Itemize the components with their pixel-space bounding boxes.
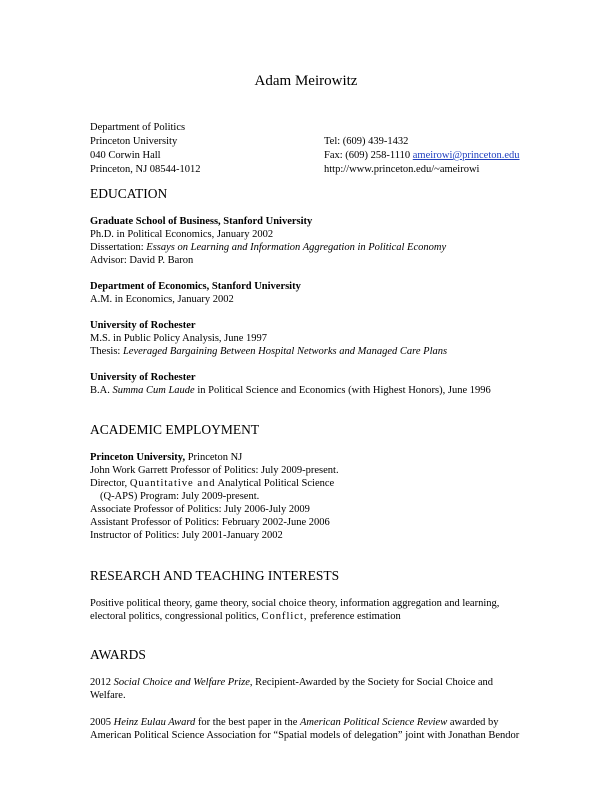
interests-section — [90, 569, 530, 623]
award-item: 2005 Heinz Eulau Award for the best paper in the American Political Science Review awarded by American Political Science Association for “Spatial models of delegation” joint with Jonathan Bendor — [90, 717, 520, 741]
degree: Ph.D. in Political Economics, January 2002 — [90, 229, 274, 240]
education-heading: EDUCATION — [90, 186, 168, 201]
school-name: Department of Economics, Stanford University — [90, 281, 301, 292]
position: John Work Garrett Professor of Politics: July 2009-present. — [90, 465, 339, 476]
position: Associate Professor of Politics: July 2006-July 2009 — [90, 504, 310, 515]
interests-text: Positive political theory, game theory, social choice theory, information aggregation and learning, electoral politics, congressional politics, Conflict, preference estimation — [90, 598, 500, 622]
advisor: Advisor: David P. Baron — [90, 255, 194, 266]
awards-section — [90, 648, 530, 742]
contact-details — [324, 135, 520, 177]
fax: Fax: (609) 258-1110 — [324, 150, 413, 161]
department: Department of Politics — [90, 122, 186, 133]
school-name: Graduate School of Business, Stanford University — [90, 216, 313, 227]
university: Princeton University — [90, 136, 178, 147]
fax-line — [324, 149, 520, 163]
dissertation: Dissertation: Essays on Learning and Information Aggregation in Political Economy — [90, 242, 447, 253]
employment-section — [90, 423, 530, 542]
city-address: Princeton, NJ 08544-1012 — [90, 164, 201, 175]
employment-institution: Princeton University, Princeton NJ — [90, 452, 243, 463]
award-item: 2012 Social Choice and Welfare Prize, Recipient-Awarded by the Society for Social Choice and Welfare. — [90, 677, 494, 701]
school-name: University of Rochester — [90, 320, 196, 331]
degree: A.M. in Economics, January 2002 — [90, 294, 234, 305]
employment-heading: ACADEMIC EMPLOYMENT — [90, 422, 260, 437]
education-entry — [90, 371, 530, 397]
degree: B.A. Summa Cum Laude in Political Science and Economics (with Highest Honors), June 1996 — [90, 385, 491, 396]
degree: M.S. in Public Policy Analysis, June 1997 — [90, 333, 268, 344]
education-entry — [90, 280, 530, 306]
thesis: Thesis: Leveraged Bargaining Between Hospital Networks and Managed Care Plans — [90, 346, 448, 357]
school-name: University of Rochester — [90, 372, 196, 383]
cv-name: Adam Meirowitz — [254, 73, 358, 89]
interests-heading: RESEARCH AND TEACHING INTERESTS — [90, 568, 340, 583]
position: Assistant Professor of Politics: February 2002-June 2006 — [90, 517, 330, 528]
contact-address — [90, 121, 201, 177]
website[interactable]: http://www.princeton.edu/~ameirowi — [324, 164, 480, 175]
awards-heading: AWARDS — [90, 647, 146, 662]
telephone: Tel: (609) 439-1432 — [324, 136, 409, 147]
email-link[interactable]: ameirowi@princeton.edu — [412, 150, 520, 161]
street-address: 040 Corwin Hall — [90, 150, 161, 161]
education-entry — [90, 215, 530, 267]
education-section — [90, 187, 530, 410]
position: (Q-APS) Program: July 2009-present. — [100, 491, 260, 502]
position: Instructor of Politics: July 2001-January 2002 — [90, 530, 283, 541]
education-entry — [90, 319, 530, 358]
position: Director, Quantitative and Analytical Political Science — [90, 478, 335, 489]
